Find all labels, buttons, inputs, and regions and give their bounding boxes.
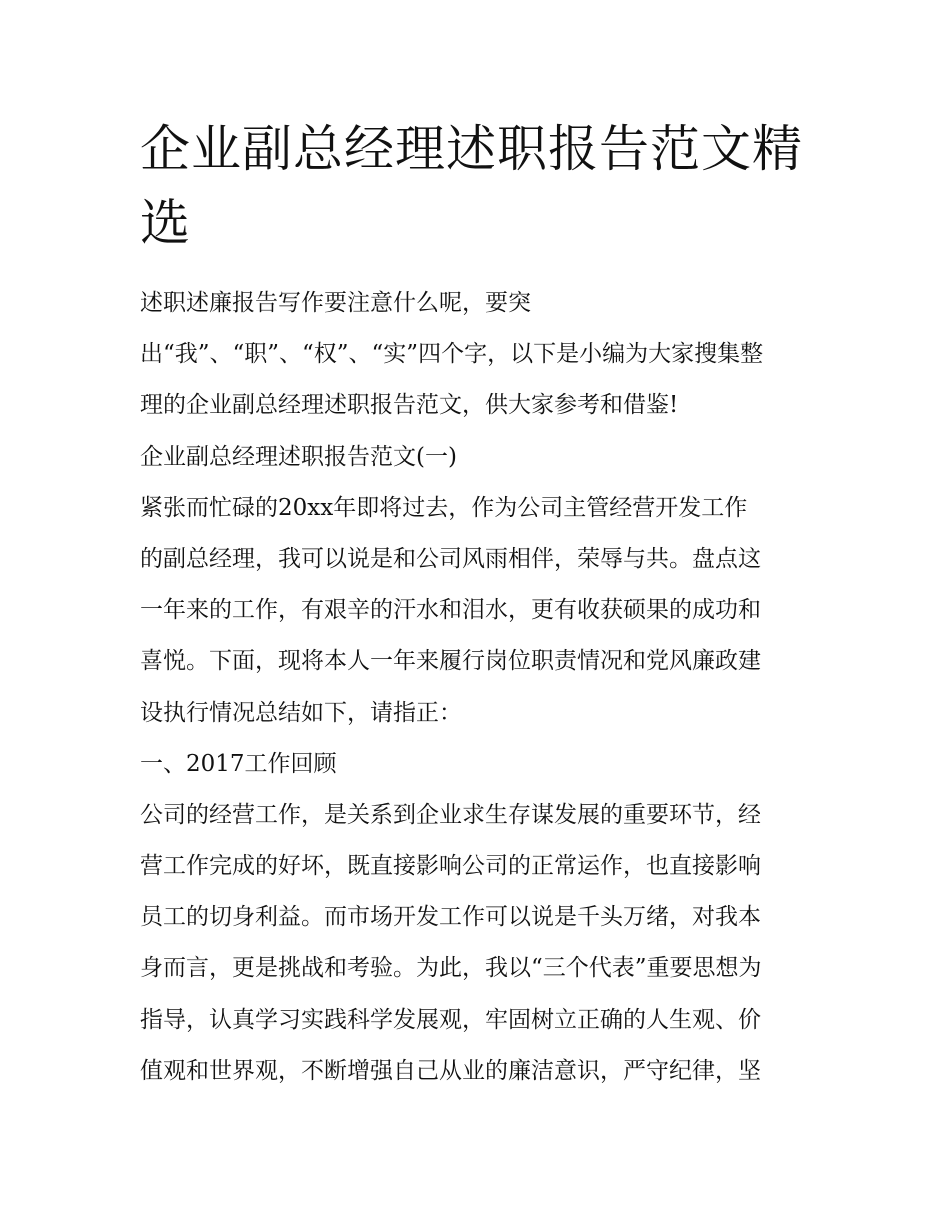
body-line: 员工的切身利益。而市场开发工作可以说是千头万绪，对我本 xyxy=(140,904,761,931)
body-line: 指导，认真学习实践科学发展观，牢固树立正确的人生观、价 xyxy=(140,1006,761,1033)
body-line: 出“我”、“职”、“权”、“实”四个字，以下是小编为大家搜集整 xyxy=(140,341,764,368)
body-line: 的副总经理，我可以说是和公司风雨相伴，荣辱与共。盘点这 xyxy=(140,545,761,572)
document-body xyxy=(140,278,820,1097)
document-title: 企业副总经理述职报告范文精选 xyxy=(140,120,803,252)
body-line: 理的企业副总经理述职报告范文，供大家参考和借鉴! xyxy=(140,392,679,419)
body-line: 述职述廉报告写作要注意什么呢，要突 xyxy=(140,290,531,316)
body-line: 值观和世界观，不断增强自己从业的廉洁意识，严守纪律，坚 xyxy=(140,1057,761,1084)
section-heading: 企业副总经理述职报告范文(一) xyxy=(140,443,457,470)
section-heading: 一、2017工作回顾 xyxy=(140,750,337,777)
body-line: 身而言，更是挑战和考验。为此，我以“三个代表”重要思想为 xyxy=(140,955,762,982)
body-line: 公司的经营工作，是关系到企业求生存谋发展的重要环节，经 xyxy=(140,801,761,828)
body-line: 喜悦。下面，现将本人一年来履行岗位职责情况和党风廉政建 xyxy=(140,648,761,675)
body-line: 一年来的工作，有艰辛的汗水和泪水，更有收获硕果的成功和 xyxy=(140,597,761,624)
body-line: 营工作完成的好坏，既直接影响公司的正常运作，也直接影响 xyxy=(140,853,761,880)
body-line: 设执行情况总结如下，请指正： xyxy=(140,699,462,726)
body-line: 紧张而忙碌的20xx年即将过去，作为公司主管经营开发工作 xyxy=(140,494,748,521)
